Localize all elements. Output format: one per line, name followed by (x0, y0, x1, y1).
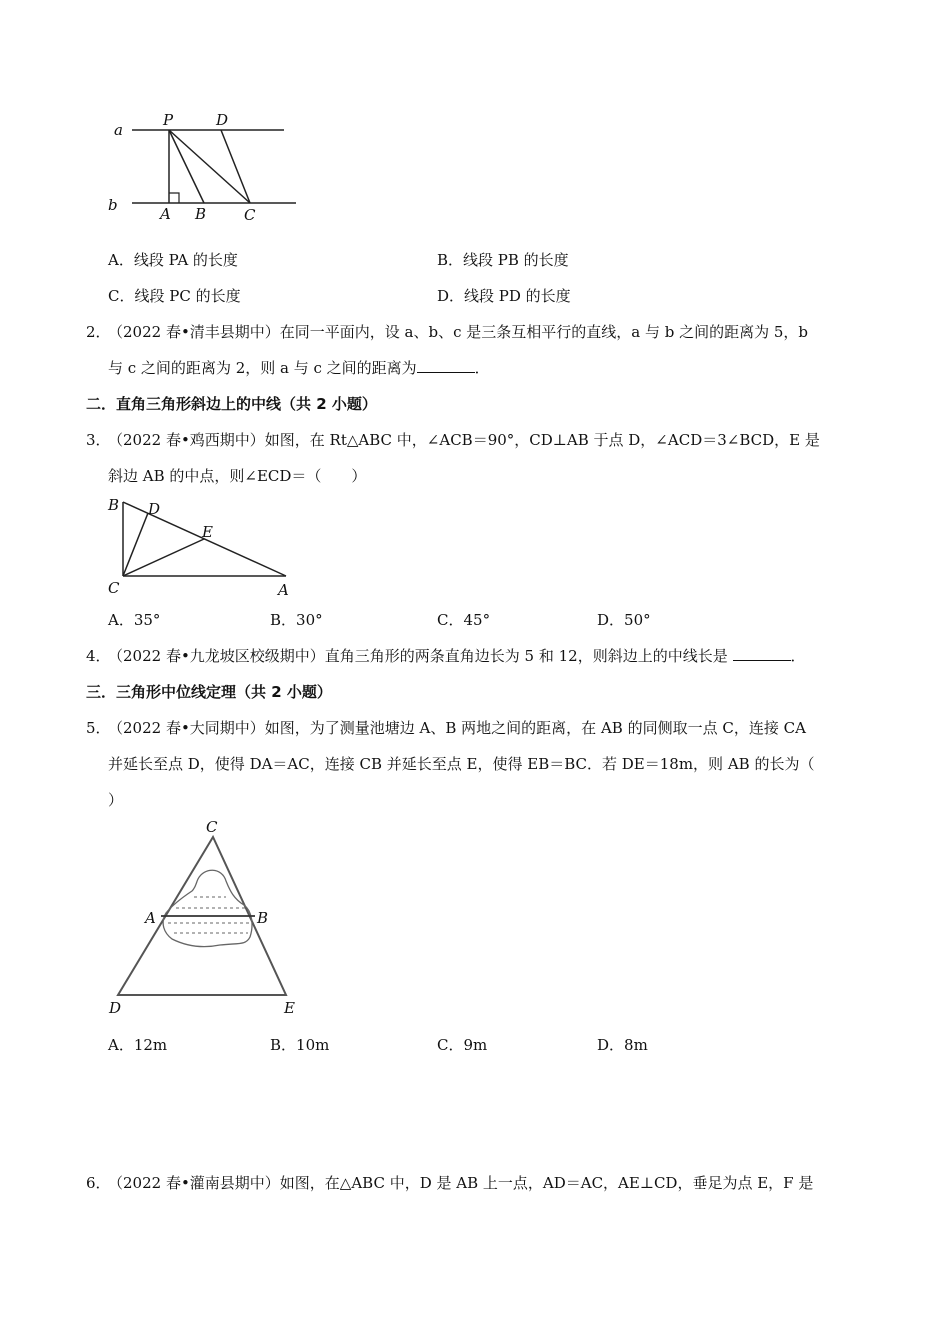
q3-line1: （2022 春•鸡西期中）如图，在 Rt△ABC 中，∠ACB＝90°，CD⊥AB 于点 D，∠ACD＝3∠BCD，E 是 (108, 431, 820, 449)
label-p: P (163, 111, 174, 129)
q3-number: 3． (86, 431, 111, 449)
label-e: E (202, 523, 213, 541)
q2-number: 2． (86, 323, 111, 341)
figure-right-triangle (100, 492, 300, 602)
label-d: D (109, 999, 122, 1017)
label-c: C (108, 579, 120, 597)
segment-dc (221, 130, 250, 203)
label-a-point: A (160, 205, 171, 223)
q5-line2: 并延长至点 D，使得 DA＝AC，连接 CB 并延长至点 E，使得 EB＝BC．若 DE＝18m，则 AB 的长为（ (108, 755, 815, 773)
q2-line2 (108, 357, 490, 379)
q4-number: 4． (86, 647, 111, 665)
figure-pond-triangle (100, 815, 315, 1020)
label-d: D (216, 111, 229, 129)
q5-number: 5． (86, 719, 111, 737)
label-b-point: B (195, 205, 207, 223)
q6-number: 6． (86, 1174, 111, 1192)
label-a: A (278, 581, 289, 599)
q4-answer-blank (733, 646, 791, 661)
segment-pc (169, 130, 250, 203)
q4-line1-text: （2022 春•九龙坡区校级期中）直角三角形的两条直角边长为 5 和 12，则斜边上的中线长是 (108, 647, 728, 665)
q1-option-c: C．线段 PC 的长度 (108, 287, 241, 305)
q3-option-d: D．50° (597, 611, 651, 629)
q2-line1: （2022 春•清丰县期中）在同一平面内，设 a、b、c 是三条互相平行的直线，a 与 b 之间的距离为 5，b (108, 323, 809, 341)
label-c-point: C (244, 206, 256, 224)
label-d: D (148, 500, 161, 518)
segment-pb (169, 130, 204, 203)
section-3-heading: 三．三角形中位线定理（共 2 小题） (86, 683, 332, 701)
q5-option-d: D．8m (597, 1036, 648, 1054)
right-angle-mark (169, 193, 179, 203)
q5-line1: （2022 春•大同期中）如图，为了测量池塘边 A、B 两地之间的距离，在 AB 的同侧取一点 C，连接 CA (108, 719, 806, 737)
label-a: a (114, 121, 123, 139)
q1-option-b: B．线段 PB 的长度 (437, 251, 569, 269)
q4-line1 (108, 645, 806, 667)
q3-line2: 斜边 AB 的中点，则∠ECD＝（ ） (108, 467, 367, 485)
q1-option-a: A．线段 PA 的长度 (108, 251, 238, 269)
q1-option-d: D．线段 PD 的长度 (437, 287, 571, 305)
label-c: C (206, 818, 218, 836)
q5-line3: ） (108, 791, 124, 809)
q2-line2-end: ． (474, 359, 490, 377)
q6-line1: （2022 春•灌南县期中）如图，在△ABC 中，D 是 AB 上一点，AD＝AC，AE⊥CD，垂足为点 E，F 是 (108, 1174, 814, 1192)
q4-line1-end: ． (790, 647, 806, 665)
label-a: A (145, 909, 156, 927)
label-b: B (108, 496, 120, 514)
q2-answer-blank (417, 358, 475, 373)
figure-parallel-lines (100, 108, 310, 228)
q5-option-b: B．10m (270, 1036, 330, 1054)
section-2-heading: 二．直角三角形斜边上的中线（共 2 小题） (86, 395, 377, 413)
q5-option-a: A．12m (108, 1036, 168, 1054)
label-b: b (108, 196, 118, 214)
q5-option-c: C．9m (437, 1036, 488, 1054)
q2-line2-text: 与 c 之间的距离为 2，则 a 与 c 之间的距离为 (108, 359, 417, 377)
q3-option-a: A．35° (108, 611, 161, 629)
label-b: B (257, 909, 269, 927)
q3-option-c: C．45° (437, 611, 491, 629)
q3-option-b: B．30° (270, 611, 323, 629)
label-e: E (284, 999, 295, 1017)
